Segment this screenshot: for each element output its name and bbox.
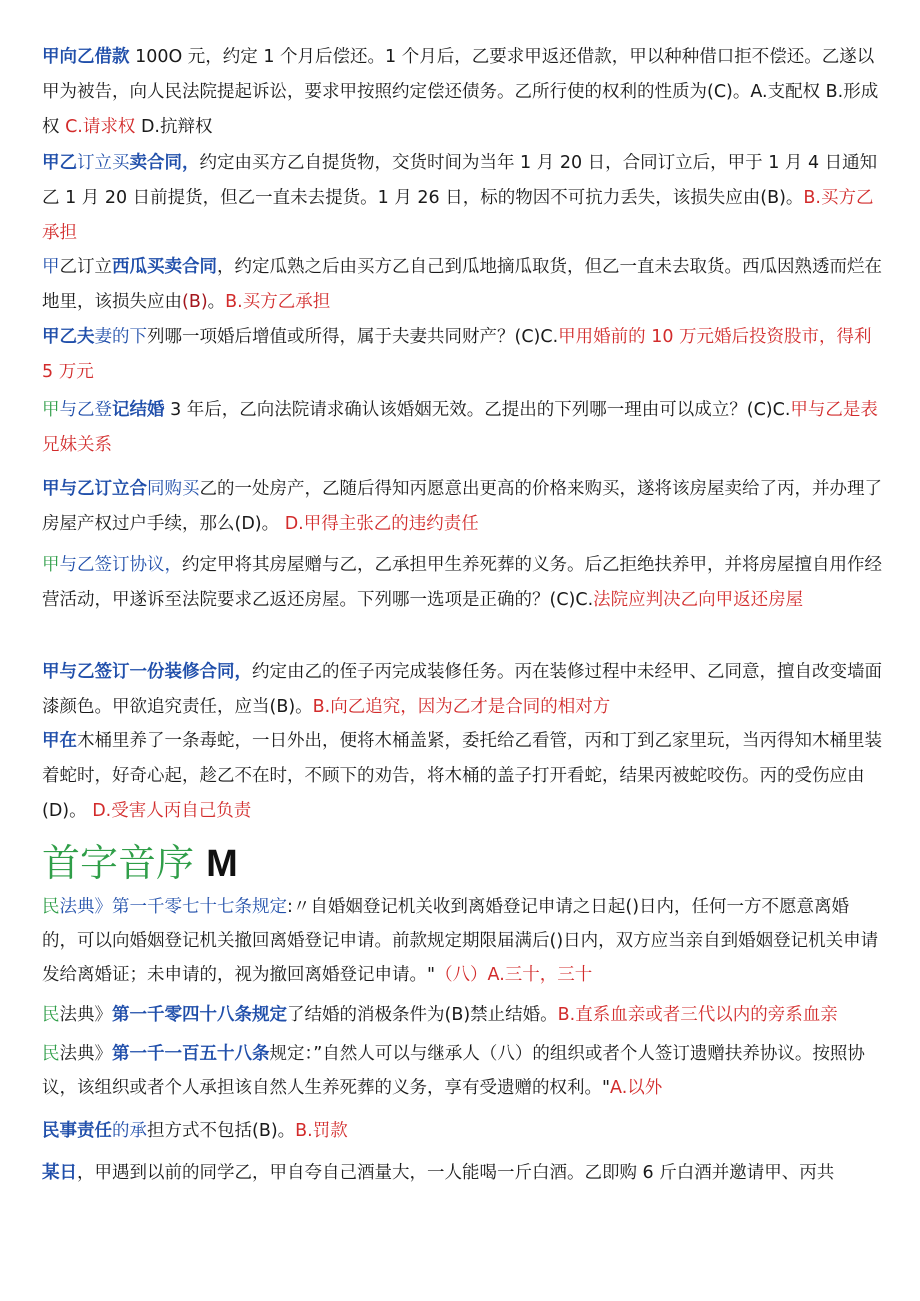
highlight-text: 甲在: [42, 731, 77, 751]
answer-text: B.向乙追究，因为乙才是合同的相对方: [312, 697, 611, 717]
highlight-text: 记结婚: [112, 400, 165, 420]
highlight-text: 某日: [42, 1163, 77, 1183]
highlight-text: 甲与乙签订一份装修合同，: [42, 662, 252, 682]
answer-text: 甲与乙是表兄妹关系: [42, 400, 878, 455]
highlight-text: 民: [42, 1044, 60, 1064]
question-paragraph: [42, 890, 882, 992]
question-text: 约定甲将其房屋赠与乙，乙承担甲生养死葬的义务。后乙拒绝扶养甲，并将房屋擅自用作经营活动，甲遂诉至法院要求乙返还房屋。下列哪一选项是正确的？(C)C.: [42, 555, 882, 610]
question-text: 担方式不包括(B)。: [147, 1121, 296, 1141]
answer-text: B.买方乙承担: [42, 188, 874, 243]
question-text: 法典》: [59, 1044, 112, 1064]
highlight-text: 与乙登: [59, 400, 112, 420]
question-paragraph: [42, 548, 882, 618]
highlight-text: 民: [42, 1005, 60, 1025]
highlight-text: 的承: [112, 1121, 147, 1141]
question-text: :〃自婚姻登记机关收到离婚登记申请之日起()日内，任何一方不愿意离婚的，可以向婚姻登记机关撤回离婚登记申请。前款规定期限届满后()日内，双方应当亲自到婚姻登记机关申请发给离婚证；未申请的，视为撤回离婚登记申请。": [42, 897, 879, 985]
question-paragraph: [42, 1037, 882, 1105]
question-text: 约定由乙的侄子丙完成装修任务。丙在装修过程中未经甲、乙同意，擅自改变墙面漆颜色。甲欲追究责任，应当(B)。: [42, 662, 882, 717]
section-heading-letter: M: [206, 843, 238, 885]
question-text: 约定由买方乙自提货物，交货时间为当年 1 月 20 日，合同订立后，甲于 1 月 4 日通知乙 1 月 20 日前提货，但乙一直未去提货。1 月 26 日，标的物因不可抗力丢失，该损失应由(B)。: [42, 153, 878, 208]
question-paragraph: [42, 1156, 882, 1190]
question-text: 规定：”自然人可以与继承人（八）的组织或者个人签订遗赠扶养协议。按照协议，该组织或者个人承担该自然人生养死葬的义务，享有受遗赠的权利。": [42, 1044, 865, 1098]
answer-text: D.甲得主张乙的违约责任: [279, 514, 479, 534]
highlight-text: 卖合同，: [129, 153, 200, 173]
section-heading-text: 首字音序: [42, 841, 207, 885]
question-text: D.抗辩权: [135, 117, 213, 137]
highlight-text: (B): [182, 292, 208, 312]
question-paragraph: [42, 472, 882, 542]
question-text: ，约定瓜熟之后由买方乙自己到瓜地摘瓜取货，但乙一直未去取货。西瓜因熟透而烂在地里，该损失应由: [42, 257, 882, 312]
question-paragraph: [42, 250, 882, 320]
question-paragraph: [42, 1114, 882, 1148]
answer-text: 法院应判决乙向甲返还房屋: [593, 590, 804, 610]
highlight-text: 甲: [42, 257, 60, 277]
answer-text: A.以外: [610, 1078, 663, 1098]
highlight-text: 民事责任: [42, 1121, 112, 1141]
question-text: 法典》: [59, 1005, 112, 1025]
answer-text: B.买方乙承担: [225, 292, 331, 312]
question-text: 列哪一项婚后增值或所得，属于夫妻共同财产？(C)C.: [147, 327, 559, 347]
question-paragraph: [42, 393, 882, 463]
highlight-text: 买: [112, 153, 130, 173]
question-text: ，甲遇到以前的同学乙，甲自夸自己酒量大，一人能喝一斤白酒。乙即购 6 斤白酒并邀请甲、丙共: [77, 1163, 835, 1183]
answer-text: B.直系血亲或者三代以内的旁系血亲: [557, 1005, 838, 1025]
highlight-text: 第一千零四十八条规定: [112, 1005, 287, 1025]
highlight-text: 与乙签订协议，: [59, 555, 182, 575]
question-paragraph: [42, 320, 882, 390]
question-text: 乙订立: [59, 257, 112, 277]
highlight-text: 第一千一百五十八条: [112, 1044, 270, 1064]
question-paragraph: [42, 998, 882, 1032]
question-paragraph: [42, 724, 882, 829]
answer-text: 甲用婚前的 10 万元婚后投资股市，得利 5 万元: [42, 327, 872, 382]
answer-text: C.请求权: [65, 117, 136, 137]
answer-text: B.罚款: [295, 1121, 348, 1141]
highlight-text: 同购买: [147, 479, 200, 499]
question-paragraph: [42, 40, 882, 145]
question-paragraph: [42, 146, 882, 251]
highlight-text: 甲乙夫: [42, 327, 95, 347]
highlight-text: 西瓜买卖合同: [112, 257, 217, 277]
section-heading: [42, 838, 238, 889]
highlight-text: 甲向乙借款: [42, 47, 130, 67]
question-text: 了结婚的消极条件为(B)禁止结婚。: [287, 1005, 558, 1025]
answer-text: （八）A.三十，三十: [435, 965, 593, 985]
highlight-text: 订立: [77, 153, 112, 173]
highlight-text: 妻的下: [94, 327, 147, 347]
highlight-text: 甲: [42, 555, 60, 575]
question-text: 3 年后，乙向法院请求确认该婚姻无效。乙提出的下列哪一理由可以成立？(C)C.: [164, 400, 791, 420]
highlight-text: 甲乙: [42, 153, 77, 173]
question-paragraph: [42, 655, 882, 725]
question-text: 乙的一处房产，乙随后得知丙愿意出更高的价格来购买，遂将该房屋卖给了丙，并办理了房屋产权过户手续，那么(D)。: [42, 479, 882, 534]
highlight-text: 民: [42, 897, 60, 917]
highlight-text: 甲: [42, 400, 60, 420]
question-text: 100O 元，约定 1 个月后偿还。1 个月后，乙要求甲返还借款，甲以种种借口拒不偿还。乙遂以甲为被告，向人民法院提起诉讼，要求甲按照约定偿还债务。乙所行使的权利的性质为(C)。A.支配权 B.形成权: [42, 47, 879, 137]
question-text: 木桶里养了一条毒蛇，一日外出，便将木桶盖紧，委托给乙看管，丙和丁到乙家里玩，当丙得知木桶里装着蛇时，好奇心起，趁乙不在时，不顾下的劝告，将木桶的盖子打开看蛇，结果丙被蛇咬伤。丙的受伤应由(D)。: [42, 731, 882, 821]
question-text: 。: [207, 292, 226, 312]
answer-text: D.受害人丙自己负责: [86, 801, 252, 821]
highlight-text: 法典》第一千零七十七条规定: [59, 897, 287, 917]
highlight-text: 甲与乙订立合: [42, 479, 147, 499]
